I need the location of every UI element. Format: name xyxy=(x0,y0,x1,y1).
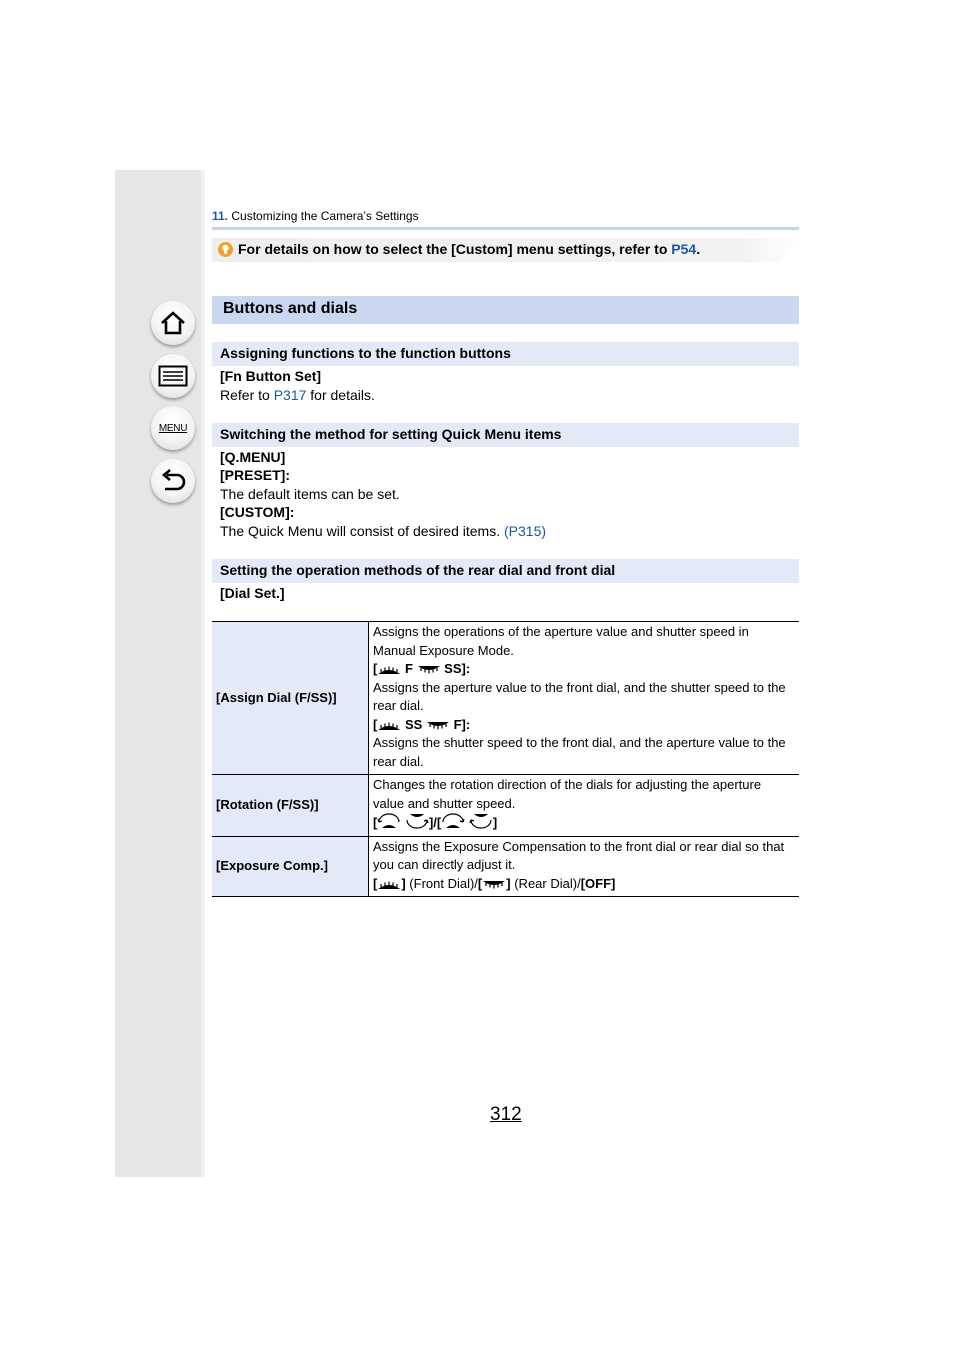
rear-dial-rotate-icon xyxy=(405,813,429,829)
row-desc-rotation xyxy=(369,775,800,837)
tip-text xyxy=(238,241,700,257)
chapter-rule xyxy=(212,227,799,230)
front-dial-rotate-reverse-icon xyxy=(441,813,465,829)
assign-dial-option-2: [ SS F]: xyxy=(373,716,471,732)
opt2-rear: F]: xyxy=(453,716,471,732)
rear-dial-icon xyxy=(426,721,450,731)
custom-text xyxy=(220,522,546,540)
front-dial-rotate-icon xyxy=(377,813,401,829)
tip-link-p54[interactable]: P54 xyxy=(671,241,697,257)
preset-text: The default items can be set. xyxy=(220,486,400,502)
front-dial-icon xyxy=(377,665,401,675)
opt1-rear: SS]: xyxy=(444,661,471,676)
fn-text-after: for details. xyxy=(306,387,375,403)
quick-menu-heading: Switching the method for setting Quick Menu items xyxy=(212,423,799,447)
rotation-options: [ ]/[ ] xyxy=(373,815,498,830)
rear-dial-rotate-reverse-icon xyxy=(469,813,493,829)
chapter-header xyxy=(212,209,419,223)
chapter-number: 11. xyxy=(212,209,229,223)
dial-settings-table xyxy=(212,621,799,897)
menu-label: MENU xyxy=(158,422,188,434)
rear-dial-text: (Rear Dial)/ xyxy=(510,875,581,891)
table-row xyxy=(212,775,799,837)
contents-button[interactable] xyxy=(151,354,195,398)
section-title: Buttons and dials xyxy=(212,296,799,324)
home-icon xyxy=(159,310,187,336)
page-number: 312 xyxy=(490,1104,522,1125)
rotation-intro: Changes the rotation direction of the dials for adjusting the aperture value and shutter speed. xyxy=(373,777,762,811)
assign-dial-intro: Assigns the operations of the aperture value and shutter speed in Manual Exposure Mode. xyxy=(373,624,749,658)
row-desc-exposure-comp xyxy=(369,836,800,897)
chapter-title: Customizing the Camera’s Settings xyxy=(231,209,419,223)
back-button[interactable] xyxy=(151,459,195,503)
assign-dial-option-1: [ F SS]: xyxy=(373,661,471,676)
row-label-rotation: [Rotation (F/SS)] xyxy=(212,775,369,837)
exposure-comp-options: [ ] (Front Dial)/[ ] (Rear Dial)/[OFF] xyxy=(373,875,616,891)
sidebar-edge xyxy=(201,170,205,1177)
fn-buttons-heading: Assigning functions to the function buttons xyxy=(212,342,799,366)
tip-text-end: . xyxy=(696,241,701,257)
custom-text-body: The Quick Menu will consist of desired items. xyxy=(220,523,504,539)
row-label-assign-dial: [Assign Dial (F/SS)] xyxy=(212,622,369,775)
front-dial-icon xyxy=(377,721,401,731)
off-option: [OFF] xyxy=(580,875,616,891)
fn-link-p317[interactable]: P317 xyxy=(273,387,307,403)
tip-lightbulb-icon xyxy=(218,242,233,257)
exposure-comp-intro: Assigns the Exposure Compensation to the front dial or rear dial so that you can directly adjust it. xyxy=(373,838,785,872)
custom-label: [CUSTOM]: xyxy=(220,504,295,520)
row-desc-assign-dial xyxy=(369,622,800,775)
front-dial-text: (Front Dial)/ xyxy=(405,875,478,891)
table-row xyxy=(212,622,799,775)
fn-text-before: Refer to xyxy=(220,387,274,403)
qmenu-item: [Q.MENU] xyxy=(220,449,286,465)
rear-dial-icon xyxy=(417,665,441,675)
preset-label: [PRESET]: xyxy=(220,467,290,483)
assign-dial-option-1-text: Assigns the aperture value to the front dial, and the shutter speed to the rear dial. xyxy=(373,679,786,713)
home-button[interactable] xyxy=(151,301,195,345)
back-arrow-icon xyxy=(159,468,187,494)
tip-text-body: For details on how to select the [Custom] menu settings, refer to xyxy=(238,241,672,257)
rear-dial-icon xyxy=(482,880,506,890)
menu-button[interactable] xyxy=(151,406,195,450)
opt1-front: F xyxy=(404,661,413,676)
custom-link-p315[interactable]: (P315) xyxy=(504,523,547,539)
opt2-front: SS xyxy=(404,716,423,732)
row-label-exposure-comp: [Exposure Comp.] xyxy=(212,836,369,897)
fn-button-set-text xyxy=(220,386,375,404)
table-row xyxy=(212,836,799,897)
dial-set-item: [Dial Set.] xyxy=(220,585,285,601)
assign-dial-option-2-text: Assigns the shutter speed to the front dial, and the aperture value to the rear dial. xyxy=(373,735,786,769)
list-icon xyxy=(158,365,188,387)
dial-heading: Setting the operation methods of the rear dial and front dial xyxy=(212,559,799,583)
fn-button-set-item: [Fn Button Set] xyxy=(220,368,322,384)
front-dial-icon xyxy=(377,880,401,890)
